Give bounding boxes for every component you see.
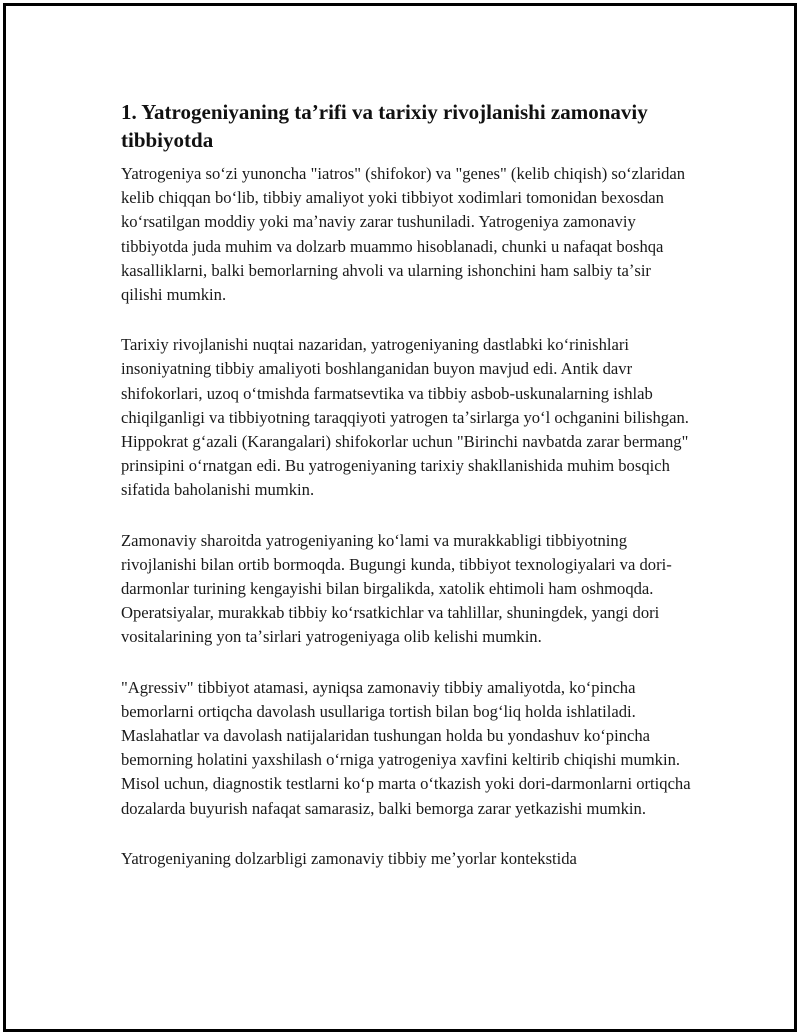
paragraph-relevance: Yatrogeniyaning dolzarbligi zamonaviy tibbiy meʼyorlar kontekstida bbox=[121, 848, 577, 868]
document-body bbox=[121, 98, 696, 871]
paragraph-aggressive-medicine: "Agressiv" tibbiyot atamasi, ayniqsa zamonaviy tibbiy amaliyotda, koʻpincha bemorlarni ortiqcha davolash usullariga tortish bilan bogʻliq holda ishlatiladi. Maslahatlar va davolash natijalaridan tushungan holda bu yondashuv koʻpincha bemorning holatini yaxshilash oʻrniga yatrogeniya xavfini keltirib chiqishi mumkin. Misol uchun, diagnostik testlarni koʻp marta oʻtkazish yoki dori-darmonlarni ortiqcha dozalarda buyurish nafaqat samarasiz, balki bemorga zarar yetkazishi mumkin. bbox=[121, 677, 691, 818]
paragraph-modern-conditions: Zamonaviy sharoitda yatrogeniyaning koʻlami va murakkabligi tibbiyotning rivojlanishi bilan ortib bormoqda. Bugungi kunda, tibbiyot texnologiyalari va dori-darmonlar turining kengayishi bilan birgalikda, xatolik ehtimoli ham oshmoqda. Operatsiyalar, murakkab tibbiy koʻrsatkichlar va tahlillar, shuningdek, yangi dori vositalarining yon taʼsirlari yatrogeniyaga olib kelishi mumkin. bbox=[121, 530, 672, 647]
section-heading: 1. Yatrogeniyaning taʼrifi va tarixiy rivojlanishi zamonaviy tibbiyotda bbox=[121, 100, 648, 152]
paragraph-history: Tarixiy rivojlanishi nuqtai nazaridan, yatrogeniyaning dastlabki koʻrinishlari insoniyatning tibbiy amaliyoti boshlanganidan buyon mavjud edi. Antik davr shifokorlari, uzoq oʻtmishda farmatsevtika va tibbiy asbob-uskunalarning ishlab chiqilganligi va tibbiyotning taraqqiyoti yatrogen taʼsirlarga yoʻl ochganini bilishgan. Hippokrat gʻazali (Karangalari) shifokorlar uchun "Birinchi navbatda zarar bermang" prinsipini oʻrnatgan edi. Bu yatrogeniyaning tarixiy shakllanishida muhim bosqich sifatida baholanishi mumkin. bbox=[121, 335, 689, 500]
page-frame bbox=[3, 3, 797, 1032]
paragraph-definition: Yatrogeniya soʻzi yunoncha "iatros" (shifokor) va "genes" (kelib chiqish) soʻzlaridan kelib chiqqan boʻlib, tibbiy amaliyot yoki tibbiyot xodimlari tomonidan bexosdan koʻrsatilgan moddiy yoki maʼnaviy zarar tushuniladi. Yatrogeniya zamonaviy tibbiyotda juda muhim va dolzarb muammo hisoblanadi, chunki u nafaqat boshqa kasalliklarni, balki bemorlarning ahvoli va ularning ishonchini ham salbiy taʼsir qilishi mumkin. bbox=[121, 164, 686, 305]
